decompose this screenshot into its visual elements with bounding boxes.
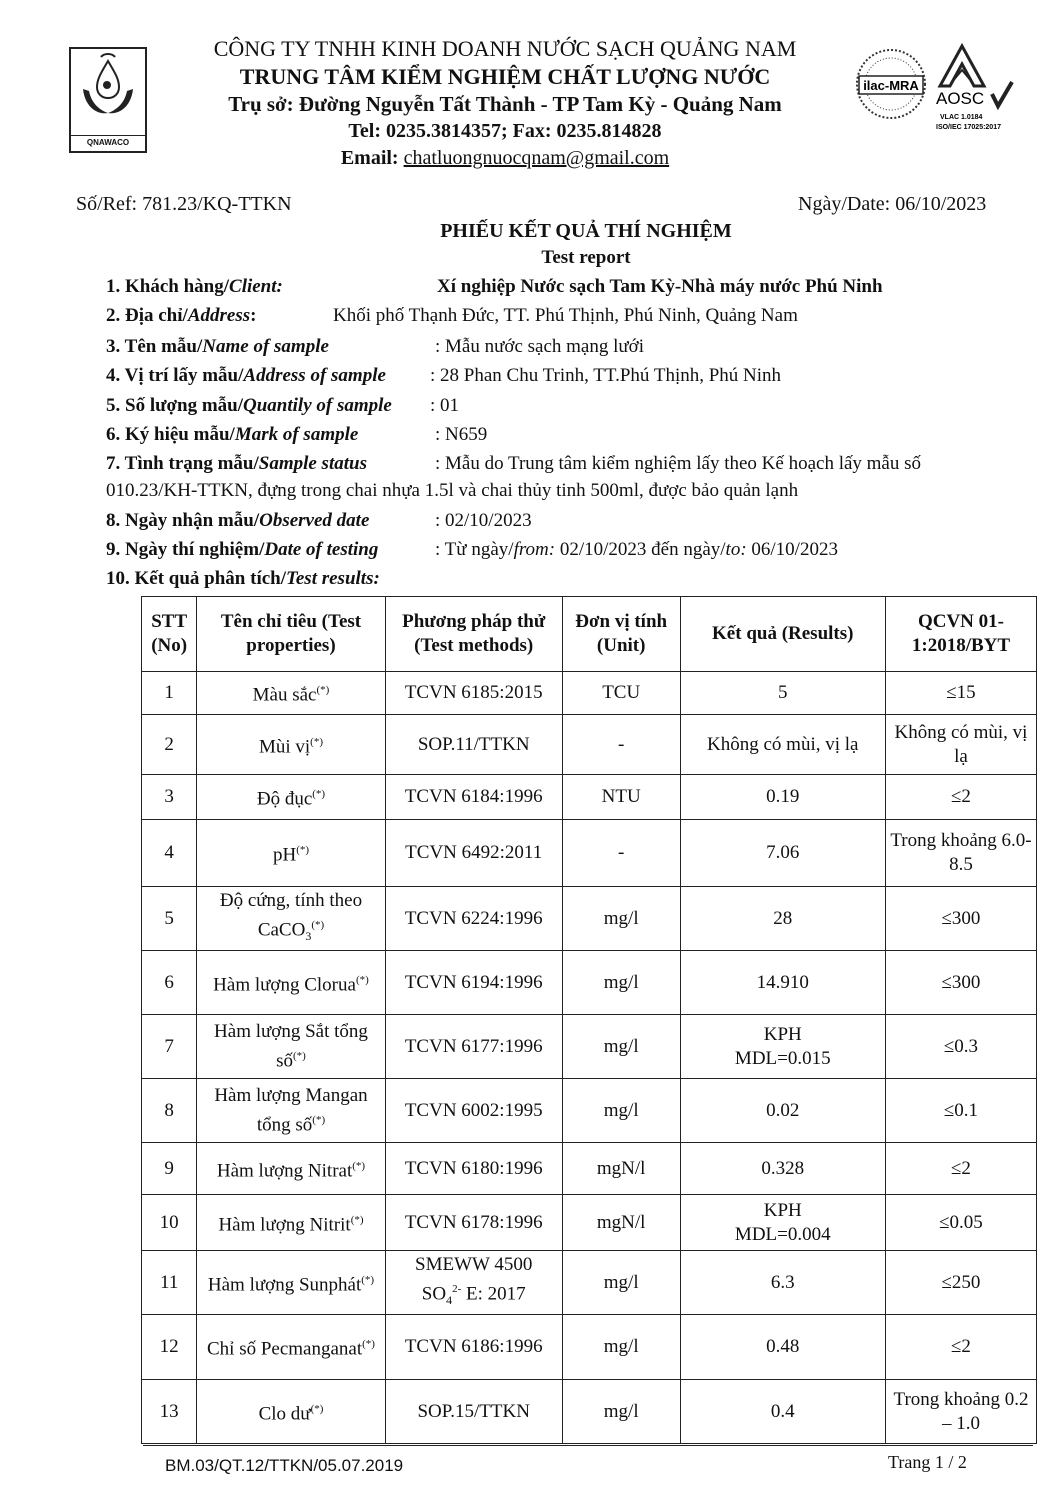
cell-property [197, 951, 385, 1015]
cell-limit: ≤2 [885, 775, 1036, 820]
report-subtitle: Test report [541, 247, 631, 268]
sample-status-value-1: : Mẫu do Trung tâm kiểm nghiệm lấy theo Kế hoạch lấy mẫu số [435, 453, 922, 474]
property-name: Độ đục [256, 788, 313, 810]
received-date-value: : 02/10/2023 [435, 510, 532, 531]
property-name: Độ cứng, tính theo CaCO [219, 889, 363, 941]
cell-result: Không có mùi, vị lạ [680, 715, 885, 775]
cell-result: KPH MDL=0.004 [680, 1195, 885, 1251]
accredited-mark: (*) [350, 1213, 364, 1226]
table-row [142, 1015, 1037, 1079]
property-name: pH [272, 844, 297, 866]
company-phone: Tel: 0235.3814357; Fax: 0235.814828 [348, 120, 662, 142]
table-row [142, 775, 1037, 820]
col-header-no: STT (No) [142, 597, 197, 672]
table-row [142, 1079, 1037, 1143]
company-address: Trụ sở: Đường Nguyễn Tất Thành - TP Tam Kỳ - Quảng Nam [228, 92, 782, 116]
cell-no: 1 [142, 672, 197, 715]
cell-property [197, 715, 385, 775]
accredited-mark: (*) [312, 788, 326, 801]
test-date-line [106, 539, 378, 561]
cell-result: 0.48 [680, 1315, 885, 1380]
cell-unit: mg/l [562, 1315, 680, 1380]
sample-name-label-en: Name of sample [202, 336, 329, 357]
cell-method: TCVN 6224:1996 [385, 887, 562, 951]
accredited-mark: (*) [310, 1402, 324, 1415]
cell-method: TCVN 6177:1996 [385, 1015, 562, 1079]
cell-property [197, 1251, 385, 1315]
sample-location-label: 4. Vị trí lấy mẫu/ [106, 365, 244, 386]
accredited-mark: (*) [312, 1113, 326, 1126]
table-row [142, 1380, 1037, 1444]
property-name: Hàm lượng Sunphát [207, 1274, 362, 1296]
cell-result: 0.328 [680, 1143, 885, 1195]
table-row [142, 1251, 1037, 1315]
cell-property [197, 1079, 385, 1143]
cell-method [385, 1251, 562, 1315]
test-date-from: 02/10/2023 đến ngày/ [555, 539, 726, 560]
sample-mark-label-en: Mark of sample [234, 424, 359, 445]
email-link[interactable]: chatluongnuocqnam@gmail.com [403, 147, 670, 169]
property-name: Clo dư [258, 1403, 311, 1425]
cell-unit: TCU [562, 672, 680, 715]
client-line [106, 276, 283, 298]
received-date-label: 8. Ngày nhận mẫu/ [106, 510, 260, 531]
cell-method: SOP.15/TTKN [385, 1380, 562, 1444]
accredited-mark: (*) [361, 1273, 375, 1286]
sample-location-label-en: Address of sample [243, 365, 386, 386]
table-row [142, 951, 1037, 1015]
cell-result: 0.4 [680, 1380, 885, 1444]
cell-no: 11 [142, 1251, 197, 1315]
cell-method: TCVN 6185:2015 [385, 672, 562, 715]
cell-result: 0.02 [680, 1079, 885, 1143]
cell-unit: - [562, 715, 680, 775]
cell-unit: mg/l [562, 1079, 680, 1143]
cell-result: 7.06 [680, 820, 885, 887]
company-email-line [160, 147, 850, 170]
sulfate-charge: 2- [452, 1282, 462, 1295]
cell-no: 6 [142, 951, 197, 1015]
footer-divider [143, 1445, 1033, 1446]
cell-method: TCVN 6002:1995 [385, 1079, 562, 1143]
test-date-value [435, 539, 838, 561]
cell-property [197, 1315, 385, 1380]
cell-limit: ≤0.1 [885, 1079, 1036, 1143]
ilac-mra-logo [853, 46, 929, 122]
reference-number: Số/Ref: 781.23/KQ-TTKN [76, 193, 292, 215]
received-date-line [106, 510, 369, 532]
table-row [142, 672, 1037, 715]
table-row [142, 820, 1037, 887]
sample-quantity-label-en: Quantily of sample [243, 395, 392, 416]
cell-method: TCVN 6180:1996 [385, 1143, 562, 1195]
sample-quantity-value: : 01 [430, 395, 460, 416]
col-header-result: Kết quả (Results) [680, 597, 885, 672]
col-header-unit: Đơn vị tính (Unit) [562, 597, 680, 672]
page-number: Trang 1 / 2 [888, 1452, 967, 1472]
cell-result: 5 [680, 672, 885, 715]
accredited-mark: (*) [293, 1049, 306, 1062]
table-row [142, 1143, 1037, 1195]
sample-name-value: : Mẫu nước sạch mạng lưới [435, 336, 645, 357]
results-label-en: Test results: [286, 568, 380, 589]
table-row [142, 887, 1037, 951]
cell-result: 14.910 [680, 951, 885, 1015]
cell-limit: ≤2 [885, 1315, 1036, 1380]
accredited-mark: (*) [352, 1159, 366, 1172]
method-line-1: SMEWW 4500 [415, 1253, 533, 1275]
logo-text: QNAWACO [71, 135, 145, 147]
test-date-to: 06/10/2023 [746, 539, 838, 560]
property-name: Hàm lượng Nitrit [218, 1214, 351, 1236]
cell-unit: - [562, 820, 680, 887]
table-row [142, 715, 1037, 775]
method-edition: E: 2017 [461, 1283, 526, 1305]
sample-location-value: : 28 Phan Chu Trinh, TT.Phú Thịnh, Phú Ninh [430, 365, 782, 386]
cell-method: TCVN 6194:1996 [385, 951, 562, 1015]
client-label-en: Client: [229, 276, 283, 297]
sample-name-label: 3. Tên mẫu/ [106, 336, 203, 357]
cell-no: 5 [142, 887, 197, 951]
cell-method: TCVN 6184:1996 [385, 775, 562, 820]
cell-property [197, 1195, 385, 1251]
received-date-label-en: Observed date [259, 510, 370, 531]
table-row [142, 1315, 1037, 1380]
vilas-code: VLAC 1.0184 [940, 114, 983, 121]
col-header-property: Tên chỉ tiêu (Test properties) [197, 597, 385, 672]
sulfate-sub: 4 [446, 1293, 453, 1308]
test-date-pre: : Từ ngày/ [435, 539, 514, 560]
property-name: Màu sắc [252, 684, 317, 706]
accredited-mark: (*) [310, 735, 323, 748]
property-name: Hàm lượng Clorua [213, 974, 356, 996]
accredited-mark: (*) [362, 1338, 375, 1351]
sample-mark-line [106, 424, 358, 446]
cell-unit: mgN/l [562, 1143, 680, 1195]
cell-method: TCVN 6186:1996 [385, 1315, 562, 1380]
cell-no: 3 [142, 775, 197, 820]
cell-unit: NTU [562, 775, 680, 820]
cell-no: 9 [142, 1143, 197, 1195]
cell-property [197, 775, 385, 820]
cell-property [197, 1143, 385, 1195]
cell-result: 0.19 [680, 775, 885, 820]
client-value: Xí nghiệp Nước sạch Tam Kỳ-Nhà máy nước Phú Ninh [437, 276, 883, 297]
property-name: Hàm lượng Mangan tổng số [214, 1084, 368, 1136]
test-date-label-en: Date of testing [264, 539, 379, 560]
company-logo [69, 47, 147, 153]
cell-method: TCVN 6492:2011 [385, 820, 562, 887]
cell-unit: mg/l [562, 887, 680, 951]
cell-method: TCVN 6178:1996 [385, 1195, 562, 1251]
address-value: Khối phố Thạnh Đức, TT. Phú Thịnh, Phú Ninh, Quảng Nam [333, 305, 798, 326]
form-code: BM.03/QT.12/TTKN/05.07.2019 [165, 1456, 404, 1475]
sample-mark-value: : N659 [435, 424, 488, 445]
sulfate-formula: SO [421, 1283, 447, 1305]
aosc-logo [932, 42, 1016, 134]
cell-unit: mg/l [562, 1380, 680, 1444]
sample-status-value-2: 010.23/KH-TTKN, đựng trong chai nhựa 1.5l và chai thủy tinh 500ml, được bảo quản lạnh [106, 480, 799, 501]
results-table [141, 596, 1037, 1444]
accredited-mark: (*) [355, 973, 369, 986]
cell-result: KPH MDL=0.015 [680, 1015, 885, 1079]
address-label-en: Address [187, 305, 251, 326]
aosc-text: AOSC [936, 89, 985, 108]
property-name: Chỉ số Pecmanganat [207, 1338, 363, 1360]
subscript: 3 [305, 929, 312, 944]
cell-no: 8 [142, 1079, 197, 1143]
cell-property [197, 820, 385, 887]
cell-result: 6.3 [680, 1251, 885, 1315]
cell-limit: ≤300 [885, 951, 1036, 1015]
table-header-row [142, 597, 1037, 672]
cell-limit: Không có mùi, vị lạ [885, 715, 1036, 775]
company-name: CÔNG TY TNHH KINH DOANH NƯỚC SẠCH QUẢNG NAM [213, 36, 797, 61]
cell-limit: Trong khoảng 0.2 – 1.0 [885, 1380, 1036, 1444]
property-name: Hàm lượng Nitrat [216, 1160, 353, 1182]
sample-quantity-label: 5. Số lượng mẫu/ [106, 395, 244, 416]
property-name: Mùi vị [258, 736, 311, 758]
cell-no: 13 [142, 1380, 197, 1444]
col-header-method: Phương pháp thử (Test methods) [385, 597, 562, 672]
property-name: Hàm lượng Sắt tổng số [214, 1020, 368, 1072]
client-label: 1. Khách hàng/ [106, 276, 230, 297]
cell-property [197, 887, 385, 951]
cell-limit: ≤2 [885, 1143, 1036, 1195]
cell-limit: Trong khoảng 6.0-8.5 [885, 820, 1036, 887]
cell-result: 28 [680, 887, 885, 951]
cell-no: 7 [142, 1015, 197, 1079]
report-date: Ngày/Date: 06/10/2023 [798, 193, 987, 215]
iso-code: ISO/IEC 17025:2017 [936, 124, 1001, 131]
sample-status-label-en: Sample status [258, 453, 367, 474]
accredited-mark: (*) [296, 844, 310, 857]
address-label: 2. Địa chỉ/ [106, 305, 188, 326]
address-colon: : [250, 305, 257, 326]
results-heading [106, 568, 380, 590]
sample-quantity-line [106, 395, 392, 417]
water-hands-icon [71, 49, 145, 129]
method-line-2 [390, 1277, 558, 1312]
sample-status-line [106, 453, 367, 475]
center-name: TRUNG TÂM KIỂM NGHIỆM CHẤT LƯỢNG NƯỚC [239, 64, 771, 89]
cell-limit: ≤0.3 [885, 1015, 1036, 1079]
email-label: Email: [340, 147, 404, 169]
accredited-mark: (*) [311, 918, 325, 931]
cell-limit: ≤300 [885, 887, 1036, 951]
results-label: 10. Kết quả phân tích/ [106, 568, 287, 589]
sample-name-line [106, 336, 329, 358]
cell-unit: mg/l [562, 1015, 680, 1079]
test-date-from-label: from: [513, 539, 556, 560]
cell-property [197, 672, 385, 715]
sample-location-line [106, 365, 386, 387]
cell-limit: ≤0.05 [885, 1195, 1036, 1251]
cell-property [197, 1015, 385, 1079]
report-title: PHIẾU KẾT QUẢ THÍ NGHIỆM [440, 220, 732, 242]
sample-mark-label: 6. Ký hiệu mẫu/ [106, 424, 235, 445]
cell-limit: ≤250 [885, 1251, 1036, 1315]
accredited-mark: (*) [316, 684, 330, 697]
cell-limit: ≤15 [885, 672, 1036, 715]
cell-no: 10 [142, 1195, 197, 1251]
cell-no: 4 [142, 820, 197, 887]
col-header-limit: QCVN 01-1:2018/BYT [885, 597, 1036, 672]
sample-status-label: 7. Tình trạng mẫu/ [106, 453, 259, 474]
cell-method: SOP.11/TTKN [385, 715, 562, 775]
test-date-label: 9. Ngày thí nghiệm/ [106, 539, 265, 560]
cell-unit: mgN/l [562, 1195, 680, 1251]
cell-no: 12 [142, 1315, 197, 1380]
address-line [106, 305, 256, 327]
cell-no: 2 [142, 715, 197, 775]
table-row [142, 1195, 1037, 1251]
ilac-mra-text: ilac-MRA [863, 78, 919, 93]
test-date-to-label: to: [725, 539, 747, 560]
cell-unit: mg/l [562, 951, 680, 1015]
cell-property [197, 1380, 385, 1444]
cell-unit: mg/l [562, 1251, 680, 1315]
